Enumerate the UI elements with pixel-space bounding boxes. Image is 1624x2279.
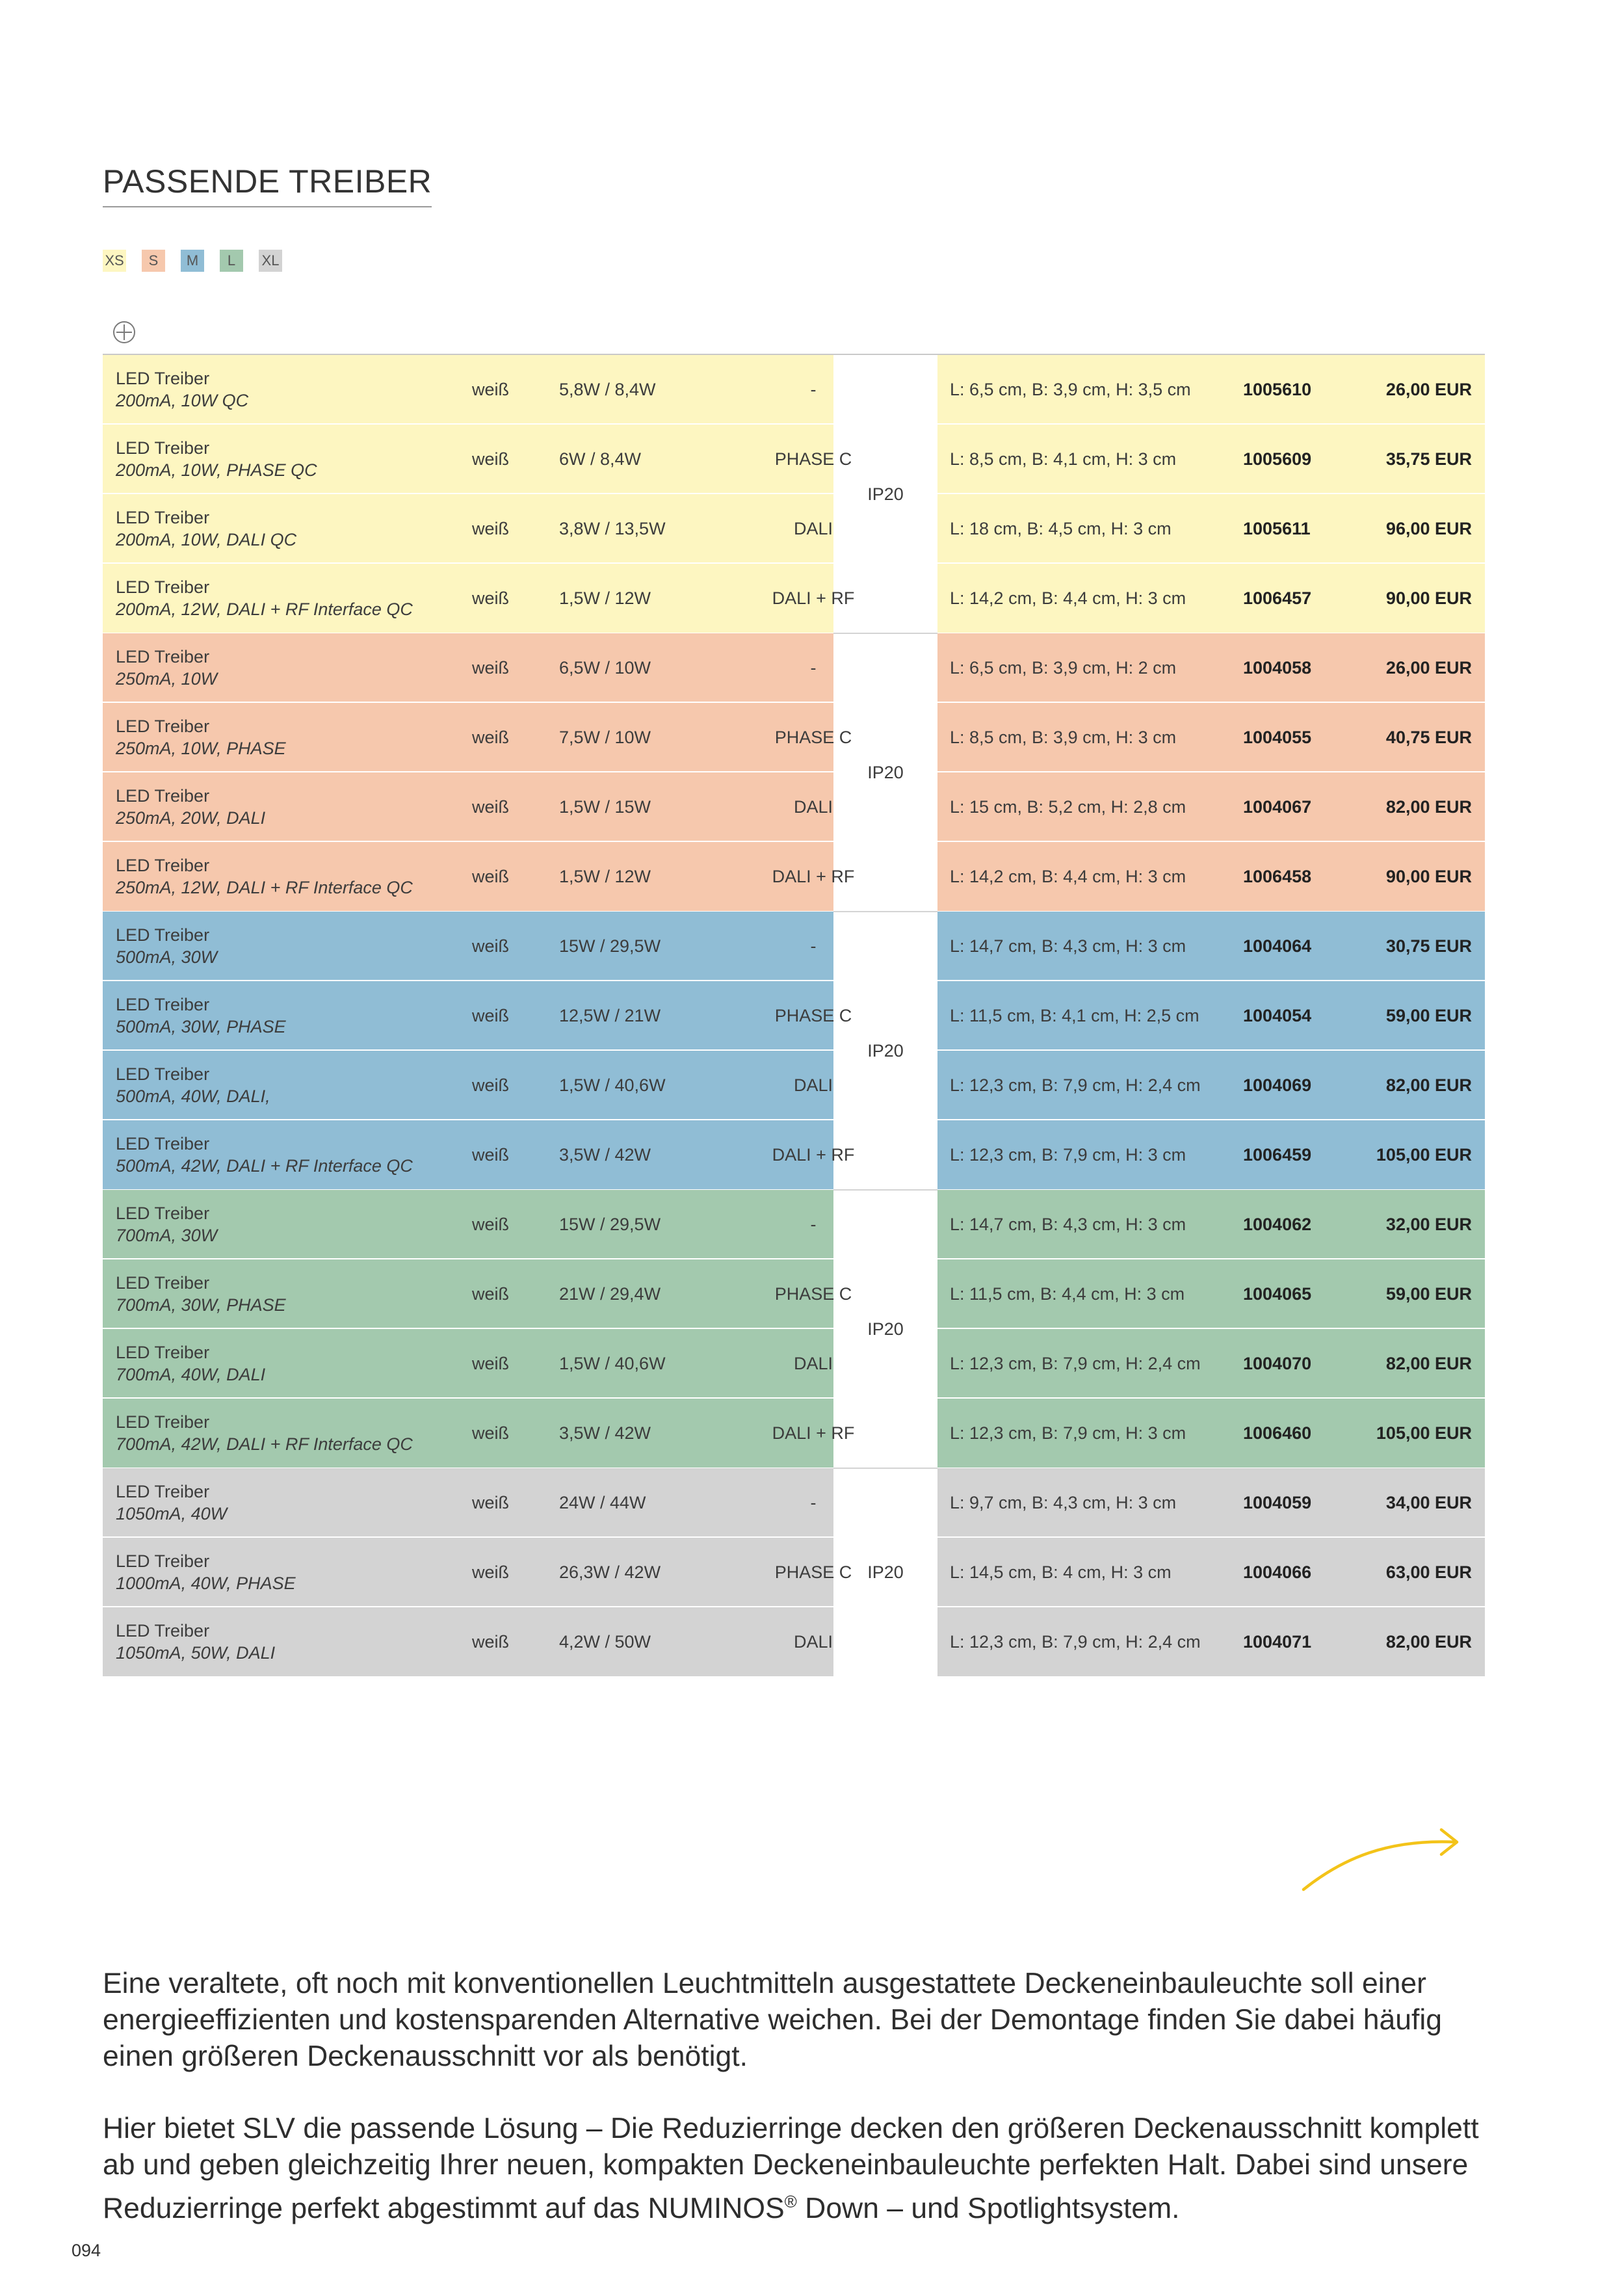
power-rating: 15W / 29,5W (559, 936, 661, 956)
dimming-type: DALI + RF (772, 588, 855, 608)
product-name: LED Treiber (116, 925, 210, 945)
dimensions: L: 12,3 cm, B: 7,9 cm, H: 3 cm (950, 1144, 1186, 1165)
dimensions: L: 12,3 cm, B: 7,9 cm, H: 3 cm (950, 1423, 1186, 1443)
page-number: 094 (72, 2241, 101, 2260)
dimming-type: - (810, 936, 817, 956)
finish-color: weiß (472, 379, 510, 399)
product-name-cell (116, 633, 217, 702)
product-spec: 1050mA, 40W (116, 1504, 228, 1523)
finish-color: weiß (472, 449, 510, 469)
product-name: LED Treiber (116, 717, 210, 736)
finish-color: weiß (472, 1075, 510, 1095)
article-number: 1004055 (1243, 727, 1312, 747)
power-rating: 4,2W / 50W (559, 1631, 651, 1652)
price: 26,00 EUR (1385, 657, 1472, 678)
dimming-type: - (810, 657, 817, 678)
product-spec: 200mA, 10W, DALI QC (116, 530, 297, 549)
power-rating: 7,5W / 10W (559, 727, 651, 747)
product-spec: 200mA, 10W, PHASE QC (116, 460, 317, 480)
dimming-type: PHASE C (774, 1562, 852, 1582)
legend-chip-xl: XL (259, 250, 282, 272)
table-row (103, 1051, 1485, 1120)
dimensions: L: 14,5 cm, B: 4 cm, H: 3 cm (950, 1562, 1172, 1582)
product-name: LED Treiber (116, 508, 210, 527)
finish-color: weiß (472, 1005, 510, 1025)
dimming-type: - (810, 1492, 817, 1512)
price: 26,00 EUR (1385, 379, 1472, 399)
power-rating: 26,3W / 42W (559, 1562, 661, 1582)
legend-chip-s: S (142, 250, 165, 272)
power-rating: 3,5W / 42W (559, 1144, 651, 1165)
price: 82,00 EUR (1385, 1631, 1472, 1652)
power-rating: 15W / 29,5W (559, 1214, 661, 1234)
product-name-cell (116, 1399, 413, 1468)
product-spec: 250mA, 10W, PHASE (116, 739, 286, 758)
article-number: 1004064 (1243, 936, 1312, 956)
power-rating: 1,5W / 40,6W (559, 1075, 666, 1095)
table-row (103, 1399, 1485, 1468)
table-row (103, 494, 1485, 564)
registered-mark: ® (784, 2192, 797, 2211)
finish-color: weiß (472, 1353, 510, 1373)
product-name-cell (116, 355, 248, 424)
table-row (103, 564, 1485, 633)
product-name-cell (116, 703, 286, 772)
ip-rating: IP20 (867, 1562, 904, 1582)
product-name-cell (116, 1120, 413, 1189)
legend-chip-m: M (181, 250, 204, 272)
price: 105,00 EUR (1376, 1144, 1472, 1165)
table-row (103, 1190, 1485, 1259)
page-title: PASSENDE TREIBER (103, 164, 432, 207)
plus-circle-icon (112, 320, 137, 345)
finish-color: weiß (472, 797, 510, 817)
curved-arrow-icon (1297, 1819, 1466, 1897)
product-spec: 700mA, 42W, DALI + RF Interface QC (116, 1434, 413, 1454)
article-number: 1005609 (1243, 449, 1312, 469)
dimming-type: DALI (793, 1353, 833, 1373)
table-row (103, 633, 1485, 703)
size-legend (103, 250, 282, 272)
product-name-cell (116, 1051, 270, 1120)
power-rating: 12,5W / 21W (559, 1005, 661, 1025)
product-name: LED Treiber (116, 1204, 210, 1223)
product-spec: 250mA, 12W, DALI + RF Interface QC (116, 878, 413, 897)
finish-color: weiß (472, 1144, 510, 1165)
dimming-type: DALI + RF (772, 866, 855, 886)
ip-rating: IP20 (867, 484, 904, 504)
dimensions: L: 14,7 cm, B: 4,3 cm, H: 3 cm (950, 1214, 1186, 1234)
ip-rating: IP20 (867, 762, 904, 782)
product-spec: 500mA, 30W, PHASE (116, 1017, 286, 1036)
legend-chip-l: L (220, 250, 243, 272)
table-row (103, 772, 1485, 842)
table-row (103, 981, 1485, 1051)
dimming-type: - (810, 1214, 817, 1234)
product-name-cell (116, 1468, 227, 1537)
finish-color: weiß (472, 866, 510, 886)
dimensions: L: 8,5 cm, B: 4,1 cm, H: 3 cm (950, 449, 1177, 469)
dimming-type: PHASE C (774, 727, 852, 747)
product-spec: 500mA, 30W (116, 947, 218, 967)
price: 34,00 EUR (1385, 1492, 1472, 1512)
dimming-type: PHASE C (774, 449, 852, 469)
product-name-cell (116, 564, 413, 633)
product-spec: 250mA, 10W (116, 669, 218, 689)
product-name-cell (116, 1190, 217, 1259)
product-name-cell (116, 494, 296, 563)
dimensions: L: 9,7 cm, B: 4,3 cm, H: 3 cm (950, 1492, 1177, 1512)
product-spec: 700mA, 30W, PHASE (116, 1295, 286, 1315)
finish-color: weiß (472, 936, 510, 956)
dimensions: L: 8,5 cm, B: 3,9 cm, H: 3 cm (950, 727, 1177, 747)
table-row (103, 703, 1485, 772)
article-number: 1004054 (1243, 1005, 1312, 1025)
power-rating: 5,8W / 8,4W (559, 379, 656, 399)
dimensions: L: 12,3 cm, B: 7,9 cm, H: 2,4 cm (950, 1075, 1201, 1095)
product-spec: 1050mA, 50W, DALI (116, 1643, 276, 1663)
product-name: LED Treiber (116, 995, 210, 1014)
price: 59,00 EUR (1385, 1005, 1472, 1025)
product-name-cell (116, 981, 286, 1050)
price: 82,00 EUR (1385, 1353, 1472, 1373)
product-name: LED Treiber (116, 786, 210, 806)
product-name-cell (116, 842, 413, 911)
table-row (103, 1538, 1485, 1607)
power-rating: 21W / 29,4W (559, 1284, 661, 1304)
product-spec: 500mA, 40W, DALI, (116, 1087, 270, 1106)
power-rating: 1,5W / 15W (559, 797, 651, 817)
dimensions: L: 15 cm, B: 5,2 cm, H: 2,8 cm (950, 797, 1186, 817)
dimensions: L: 12,3 cm, B: 7,9 cm, H: 2,4 cm (950, 1631, 1201, 1652)
article-number: 1004058 (1243, 657, 1312, 678)
product-spec: 1000mA, 40W, PHASE (116, 1574, 296, 1593)
dimming-type: DALI (793, 797, 833, 817)
product-name-cell (116, 1329, 265, 1398)
dimensions: L: 12,3 cm, B: 7,9 cm, H: 2,4 cm (950, 1353, 1201, 1373)
article-number: 1004059 (1243, 1492, 1312, 1512)
power-rating: 6,5W / 10W (559, 657, 651, 678)
article-number: 1006457 (1243, 588, 1312, 608)
product-name: LED Treiber (116, 1412, 210, 1432)
power-rating: 3,5W / 42W (559, 1423, 651, 1443)
article-number: 1005610 (1243, 379, 1312, 399)
article-number: 1004067 (1243, 797, 1312, 817)
ip-rating: IP20 (867, 1319, 904, 1339)
product-name-cell (116, 772, 265, 841)
product-name: LED Treiber (116, 369, 210, 388)
price: 90,00 EUR (1385, 588, 1472, 608)
table-row (103, 425, 1485, 494)
dimming-type: - (810, 379, 817, 399)
price: 32,00 EUR (1385, 1214, 1472, 1234)
article-number: 1004065 (1243, 1284, 1312, 1304)
price: 82,00 EUR (1385, 797, 1472, 817)
product-spec: 500mA, 42W, DALI + RF Interface QC (116, 1156, 413, 1176)
legend-chip-xs: XS (103, 250, 126, 272)
dimming-type: DALI (793, 1631, 833, 1652)
price: 63,00 EUR (1385, 1562, 1472, 1582)
product-name: LED Treiber (116, 438, 210, 458)
dimensions: L: 6,5 cm, B: 3,9 cm, H: 2 cm (950, 657, 1177, 678)
finish-color: weiß (472, 657, 510, 678)
table-row (103, 355, 1485, 425)
table-row (103, 1259, 1485, 1329)
article-number: 1004070 (1243, 1353, 1312, 1373)
article-number: 1006459 (1243, 1144, 1312, 1165)
product-name-cell (116, 425, 317, 494)
dimensions: L: 18 cm, B: 4,5 cm, H: 3 cm (950, 518, 1172, 538)
dimming-type: PHASE C (774, 1284, 852, 1304)
finish-color: weiß (472, 1562, 510, 1582)
product-name-cell (116, 912, 217, 981)
dimming-type: DALI (793, 1075, 833, 1095)
price: 30,75 EUR (1385, 936, 1472, 956)
dimensions: L: 14,2 cm, B: 4,4 cm, H: 3 cm (950, 866, 1186, 886)
product-spec: 700mA, 30W (116, 1226, 218, 1245)
finish-color: weiß (472, 1214, 510, 1234)
price: 105,00 EUR (1376, 1423, 1472, 1443)
dimming-type: DALI + RF (772, 1144, 855, 1165)
article-number: 1006458 (1243, 866, 1312, 886)
finish-color: weiß (472, 727, 510, 747)
finish-color: weiß (472, 588, 510, 608)
article-number: 1004071 (1243, 1631, 1312, 1652)
article-number: 1004062 (1243, 1214, 1312, 1234)
dimming-type: DALI (793, 518, 833, 538)
product-name: LED Treiber (116, 1621, 210, 1640)
table-row (103, 1329, 1485, 1399)
product-name: LED Treiber (116, 1064, 210, 1084)
product-name: LED Treiber (116, 856, 210, 875)
product-name: LED Treiber (116, 1551, 210, 1571)
price: 59,00 EUR (1385, 1284, 1472, 1304)
solution-text-end: Down – und Spotlightsystem. (796, 2192, 1180, 2224)
product-name: LED Treiber (116, 647, 210, 666)
power-rating: 1,5W / 12W (559, 588, 651, 608)
ip-rating: IP20 (867, 1040, 904, 1060)
dimensions: L: 11,5 cm, B: 4,4 cm, H: 3 cm (950, 1284, 1185, 1304)
power-rating: 1,5W / 40,6W (559, 1353, 666, 1373)
table-row (103, 1468, 1485, 1538)
finish-color: weiß (472, 1631, 510, 1652)
dimensions: L: 11,5 cm, B: 4,1 cm, H: 2,5 cm (950, 1005, 1199, 1025)
finish-color: weiß (472, 1492, 510, 1512)
intro-paragraph: Eine veraltete, oft noch mit konventionellen Leuchtmitteln ausgestattete Deckeneinbauleuchte soll einer energieeffizienten und kostensparenden Alternative weichen. Bei der Demontage finden Sie dabei häufig einen größeren Deckenausschnitt vor als benötigt. (103, 1968, 1442, 2072)
table-row (103, 1607, 1485, 1677)
product-name: LED Treiber (116, 1134, 210, 1153)
product-name: LED Treiber (116, 1343, 210, 1362)
price: 35,75 EUR (1385, 449, 1472, 469)
product-spec: 200mA, 12W, DALI + RF Interface QC (116, 599, 413, 619)
power-rating: 1,5W / 12W (559, 866, 651, 886)
power-rating: 3,8W / 13,5W (559, 518, 666, 538)
price: 90,00 EUR (1385, 866, 1472, 886)
price: 40,75 EUR (1385, 727, 1472, 747)
product-spec: 200mA, 10W QC (116, 391, 249, 410)
table-row (103, 912, 1485, 981)
finish-color: weiß (472, 1423, 510, 1443)
article-number: 1005611 (1243, 518, 1311, 538)
dimensions: L: 6,5 cm, B: 3,9 cm, H: 3,5 cm (950, 379, 1191, 399)
product-name: LED Treiber (116, 1273, 210, 1293)
product-name-cell (116, 1259, 286, 1328)
dimming-type: DALI + RF (772, 1423, 855, 1443)
price: 82,00 EUR (1385, 1075, 1472, 1095)
finish-color: weiß (472, 518, 510, 538)
product-name: LED Treiber (116, 577, 210, 597)
dimensions: L: 14,2 cm, B: 4,4 cm, H: 3 cm (950, 588, 1186, 608)
dimming-type: PHASE C (774, 1005, 852, 1025)
power-rating: 24W / 44W (559, 1492, 646, 1512)
product-name: LED Treiber (116, 1482, 210, 1501)
product-name-cell (116, 1607, 275, 1676)
table-row (103, 1120, 1485, 1190)
article-number: 1006460 (1243, 1423, 1312, 1443)
solution-text: Hier bietet SLV die passende Lösung – Die Reduzierringe decken den größeren Deckenausschnitt komplett ab und geben gleichzeitig Ihrer neuen, kompakten Deckeneinbauleuchte perfekten Halt. Dabei sind unsere Reduzierringe perfekt abgestimmt auf das NUMINOS (103, 2113, 1479, 2224)
price: 96,00 EUR (1385, 518, 1472, 538)
article-number: 1004069 (1243, 1075, 1312, 1095)
product-spec: 250mA, 20W, DALI (116, 808, 266, 828)
dimensions: L: 14,7 cm, B: 4,3 cm, H: 3 cm (950, 936, 1186, 956)
article-number: 1004066 (1243, 1562, 1312, 1582)
table-row (103, 842, 1485, 912)
product-name-cell (116, 1538, 296, 1607)
solution-paragraph (103, 2111, 1494, 2227)
product-spec: 700mA, 40W, DALI (116, 1365, 266, 1384)
power-rating: 6W / 8,4W (559, 449, 642, 469)
finish-color: weiß (472, 1284, 510, 1304)
